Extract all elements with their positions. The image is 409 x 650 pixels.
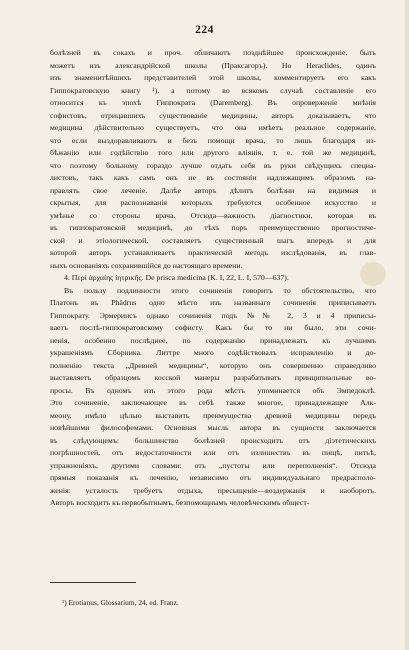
footnote-rule [50,582,136,583]
text-line: 4. Περὶ ἀρχαίης ἰητρικῆς. De prisca medicina (K. I, 22, L. I, 570—637). [64,273,289,282]
text-line: Авторъ восходитъ къ первобытнымъ, безпомощнымъ человѣческимъ общест- [50,498,310,507]
text-line: болѣзней въ сокахъ и проч. обличаютъ позднѣйшее происхожденіе, быть [50,48,376,57]
text-line: меону, имѣло цѣлью выставить преимущества древней медицины передъ [50,410,376,420]
footnote: ¹) Erotianus, Glossarium, 24, ed. Franz. [62,598,179,607]
text-line: Платонъ въ Phädrus одно мѣсто изъ названнаго сочиненія приписываетъ [50,298,376,307]
text-line: украшеніямъ Сборника. Литтре много содѣйствовалъ исправленію и до- [50,348,376,357]
text-line: изъ знаменитѣйшихъ представителей этой школы, комментируетъ его какъ [50,73,376,82]
text-line: ненія, особенно послѣднее, по содержанію принадлежатъ къ лучшимъ [50,335,376,345]
text-line: Гиппократу. Эрмеринсъ однако сочиненія подъ №№ 2, 3 и 4 приписы- [50,310,376,320]
text-line: что если выздоравливаютъ и безъ помощи врача, то лишь благодаря из- [50,135,376,145]
text-line: что поэтому больному гораздо лучше отдать себя въ руки свѣдущихъ специа- [50,160,376,170]
text-line: Гиппократовскую книгу ¹), а потому во всякомъ случаѣ составленіе его [50,85,376,95]
text-line: просы. Въ одномъ изъ этого рода мѣстъ упоминается объ Эмпедоклѣ. [50,385,376,395]
text-line: ваетъ послѣ-гиппократовскому софисту. Какъ бы то ни было, эти сочи- [50,323,376,332]
text-line: относится къ эпохѣ Гиппократа (Daremberg). Въ опроверженіе мнѣнія [50,98,376,107]
text-line: можетъ изъ александрійской школы (Пракcагоръ). Но Heraclides, одинъ [50,60,376,70]
text-line: листовъ, такъ какъ самъ онъ не въ состояніи надлежащимъ образомъ на- [50,173,376,182]
text-line: правлять свое леченіе. Далѣе авторъ дѣлитъ болѣзни на видимыя и [50,185,376,195]
body-text [50,47,376,510]
text-line: въ слѣдующемъ: большинство болѣзней происходитъ отъ діэтетическихъ [50,435,376,445]
page-edge [405,0,409,650]
text-line: Это сочиненіе, заключающее въ себѣ также многое, принадлежащее Алк- [50,398,376,407]
text-line: погрѣшностей, отъ недостаточности или отъ излишествъ въ пищѣ, питьѣ, [50,448,376,457]
text-line: медицина дѣйствительно существуетъ, что она имѣетъ реальное содержаніе, [50,123,376,132]
page-number: 224 [195,24,214,36]
text-line: въ гиппократовской медицинѣ, до тѣхъ поръ преимущественно прогностиче- [50,223,376,232]
text-line: бѣжанію или содѣйствію того или другого вліянія, т. е. той же медицинѣ, [50,148,376,157]
text-line: которой авторъ устанавливаетъ практическій методъ изслѣдованія, въ глав- [50,248,376,257]
text-line: скрытыя, для распознаванія которыхъ требуются особенное искусство и [50,198,376,207]
text-line: софистовъ, отрицавшихъ существованіе медицины, авторъ доказываетъ, что [50,110,376,120]
text-line: ской и этіологической, составляетъ существенный шагъ впередъ и для [50,235,376,245]
text-line: упражненіяхъ, другими словами: отъ „пустоты или переполненія“. Отсюда [50,460,376,470]
text-line: ныхъ основаніяхъ сохранившійся до настоящаго времени. [50,260,243,270]
text-line: женія: усталость требуетъ отдыха, пресыщеніе—воздержанія и наоборотъ. [50,485,376,495]
text-line: прямыя показанія къ леченію, независимо отъ индивидуальнаго предрасполо- [50,473,376,482]
text-line: полненію текста „Древней медицины“, которую онъ совершенно справедливо [50,360,376,370]
text-line: новѣйшими философемами. Основная мысль автора въ сущности заключается [50,423,376,432]
text-line: умѣнье со стороны врача. Отсюда—важность діагностики, которая въ [50,210,376,220]
text-line: Въ пользу подлинности этого сочиненія говоритъ то обстоятельство, что [64,285,376,295]
text-line: выставляетъ образцомъ косской манеры разрабатывать принципиальные во- [50,373,376,382]
